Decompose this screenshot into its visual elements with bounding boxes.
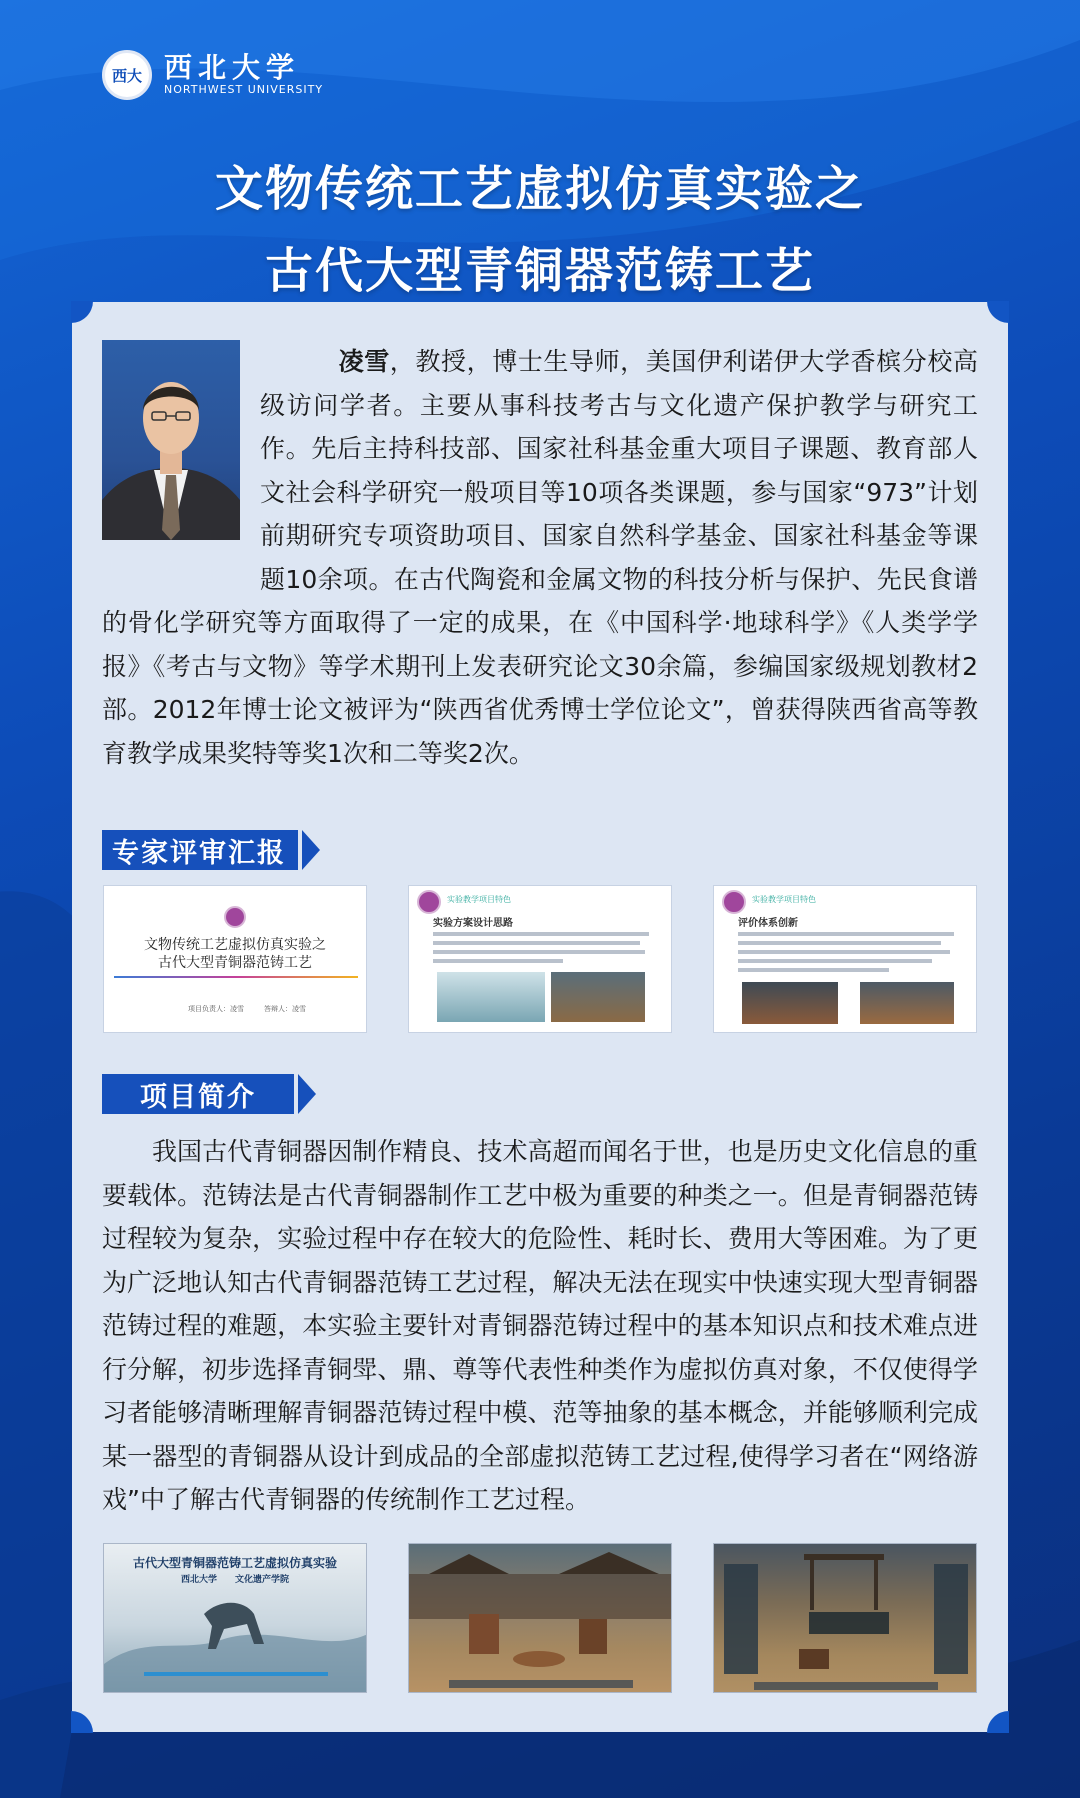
review-slide-evaluation <box>713 885 977 1033</box>
slide-divider <box>114 976 358 978</box>
professor-name: 凌雪 <box>338 347 390 376</box>
arrow-icon <box>302 830 320 870</box>
university-logo <box>102 50 323 100</box>
intro-text: 我国古代青铜器因制作精良、技术高超而闻名于世，也是历史文化信息的重要载体。范铸法是古代青铜器制作工艺中极为重要的种类之一。但是青铜器范铸过程较为复杂，实验过程中存在较大的危险性、耗时长、费用大等困难。为了更为广泛地认知古代青铜器范铸工艺过程，解决无法在现实中快速实现大型青铜器范铸过程的难题，本实验主要针对青铜器范铸过程中的基本知识点和技术难点进行分解，初步选择青铜斝、鼎、尊等代表性种类作为虚拟仿真对象，不仅使得学习者能够清晰理解青铜器范铸过程中模、范等抽象的基本概念，并能够顺利完成某一器型的青铜器从设计到成品的全部虚拟范铸工艺过程,使得学习者在“网络游戏”中了解古代青铜器的传统制作工艺过程。 <box>102 1137 978 1514</box>
intro-section-title: 项目简介 <box>102 1074 294 1114</box>
college-badge-icon <box>722 890 746 914</box>
university-name-en: NORTHWEST UNIVERSITY <box>164 83 324 96</box>
panel-corner <box>987 301 1009 323</box>
review-section-title: 专家评审汇报 <box>102 830 298 870</box>
intro-section-label <box>102 1074 316 1114</box>
workshop-scene-illustration <box>409 1544 672 1693</box>
poster-title-line-1: 文物传统工艺虚拟仿真实验之 <box>214 161 865 217</box>
professor-bio <box>102 340 978 775</box>
screen-start-page <box>103 1543 367 1693</box>
screen-casting-scene <box>713 1543 977 1693</box>
slide-footer-right: 答辩人：凌雪 <box>264 1005 306 1013</box>
review-section-label <box>102 830 320 870</box>
arrow-icon <box>298 1074 316 1114</box>
poster-title-line-2: 古代大型青铜器范铸工艺 <box>264 243 815 299</box>
seal-text: 西大 <box>111 66 142 85</box>
slide-text-lines <box>433 932 649 968</box>
slide-footer-left: 项目负责人：凌雪 <box>188 1005 244 1013</box>
slide-screenshot <box>742 982 838 1024</box>
slide-tag: 实验教学项目特色 <box>447 895 511 904</box>
slide-text-lines <box>738 932 954 977</box>
project-intro <box>102 1130 978 1522</box>
slide-heading: 实验方案设计思路 <box>433 918 513 929</box>
slide-tag: 实验教学项目特色 <box>752 895 816 904</box>
slide-title-line-2: 古代大型青铜器范铸工艺 <box>158 955 312 971</box>
slide-title-line-1: 文物传统工艺虚拟仿真实验之 <box>144 937 326 953</box>
screen-workshop-scene <box>408 1543 672 1693</box>
slide-screenshot <box>860 982 954 1024</box>
slide-screenshot <box>551 972 645 1022</box>
review-slide-design <box>408 885 672 1033</box>
screen-title: 古代大型青铜器范铸工艺虚拟仿真实验 <box>132 1556 337 1570</box>
casting-scene-illustration <box>714 1544 977 1693</box>
slide-heading: 评价体系创新 <box>738 918 798 929</box>
university-name-cn: 西北大学 <box>164 51 301 84</box>
horse-illustration <box>104 1544 367 1693</box>
panel-corner <box>71 301 93 323</box>
panel-corner <box>71 1711 93 1733</box>
college-badge-icon <box>224 906 246 928</box>
review-slide-title <box>103 885 367 1033</box>
bio-text: ，教授，博士生导师，美国伊利诺伊大学香槟分校高级访问学者。主要从事科技考古与文化遗产保护教学与研究工作。先后主持科技部、国家社科基金重大项目子课题、教育部人文社会科学研究一般项目等10项各类课题，参与国家“973”计划前期研究专项资助项目、国家自然科学基金、国家社科基金等课题10余项。在古代陶瓷和金属文物的科技分析与保护、先民食谱的骨化学研究等方面取得了一定的成果，在《中国科学·地球科学》《人类学学报》《考古与文物》等学术期刊上发表研究论文30余篇，参编国家级规划教材2部。2012年博士论文被评为“陕西省优秀博士学位论文”，曾获得陕西省高等教育教学成果奖特等奖1次和二等奖2次。 <box>102 347 978 768</box>
panel-corner <box>987 1711 1009 1733</box>
college-badge-icon <box>417 890 441 914</box>
slide-screenshot <box>437 972 545 1022</box>
screen-subtitle: 西北大学 文化遗产学院 <box>180 1575 289 1585</box>
university-seal-icon <box>102 50 152 100</box>
